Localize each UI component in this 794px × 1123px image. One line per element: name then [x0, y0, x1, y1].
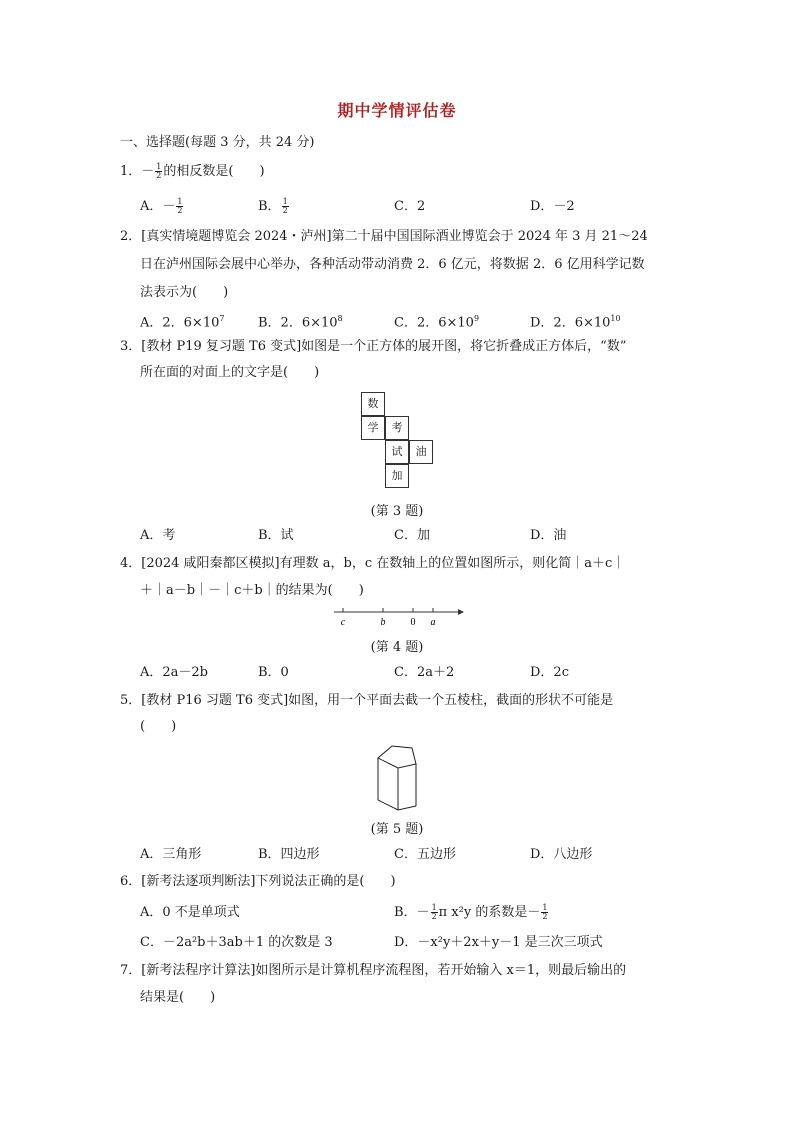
q6-option-b: B．－ $\frac{1}{2}$ π x²y 的系数是－ $\frac{1}{2}$ — [394, 903, 548, 921]
q2-option-b: B．2．$6\times 10^8$ — [258, 314, 343, 331]
figure-5-caption: (第 5 题) — [370, 822, 424, 837]
question-6-line-1: 6．[新考法逐项判断法]下列说法正确的是( ) — [120, 874, 396, 889]
q4-option-c: C．2a＋2 — [394, 665, 455, 680]
q4-option-a: A．2a－2b — [140, 665, 209, 680]
number-line-figure — [330, 604, 470, 628]
question-2-line-3: 法表示为( ) — [140, 285, 229, 300]
question-7-line-1: 7．[新考法程序计算法]如图所示是计算机程序流程图，若开始输入 x＝1，则最后输出的 — [120, 963, 627, 978]
q5-option-b: B．四边形 — [258, 847, 320, 862]
q5-option-c: C．五边形 — [394, 847, 456, 862]
question-3-line-2: 所在面的对面上的文字是( ) — [140, 365, 320, 380]
question-2-line-2: 日在泸州国际会展中心举办，各种活动带动消费 2．6 亿元，将数据 2．6 亿用科学记数 — [140, 257, 645, 272]
figure-4-caption: (第 4 题) — [370, 640, 424, 655]
q3-option-b: B．试 — [258, 528, 294, 543]
prism-bottom-edges — [378, 800, 416, 810]
axis-arrow — [458, 609, 464, 615]
q4-option-d: D．2c — [530, 665, 569, 680]
label-a: a — [430, 617, 436, 628]
question-1 — [120, 163, 265, 181]
question-3-line-1: 3．[教材 P19 复习题 T6 变式]如图是一个正方体的展开图，将它折叠成正方体后，“数” — [120, 339, 627, 354]
q1-option-d: D．－2 — [530, 199, 575, 214]
question-5-line-2: ( ) — [140, 719, 177, 734]
q1-fraction: $\frac{1}{2}$ — [156, 162, 162, 180]
cube-face-1: 数 — [361, 392, 385, 416]
q5-option-d: D．八边形 — [530, 847, 593, 862]
figure-3-caption: (第 3 题) — [370, 504, 424, 519]
q2-option-c: C．2．$6\times 10^9$ — [394, 314, 480, 331]
q2-option-a: A．2．$6\times 10^7$ — [140, 314, 225, 331]
q1-minus: － — [141, 164, 155, 179]
label-c: c — [340, 617, 346, 628]
cube-face-2: 学 — [361, 416, 385, 440]
q6-option-d: D．－x²y＋2x＋y－1 是三次三项式 — [394, 935, 603, 950]
q1-option-b: B． $\frac{1}{2}$ — [258, 197, 288, 215]
q3-option-d: D．油 — [530, 528, 567, 543]
q3-option-c: C．加 — [394, 528, 430, 543]
prism-top-face — [378, 746, 416, 768]
q3-option-a: A．考 — [140, 528, 176, 543]
section-heading: 一、选择题(每题 3 分，共 24 分) — [120, 135, 315, 150]
question-4-line-2: ＋｜a－b｜－｜c＋b｜的结果为( ) — [140, 583, 364, 598]
question-2-line-1: 2．[真实情境题博览会 2024・泸州]第二十届中国国际酒业博览会于 2024 年 3 月 21～24 — [120, 229, 648, 244]
q1-option-a: A．－ $\frac{1}{2}$ — [140, 197, 183, 215]
q6-option-c: C．－2a²b＋3ab＋1 的次数是 3 — [140, 935, 333, 950]
q1-text: 的相反数是( ) — [163, 164, 265, 179]
q6-option-a: A．0 不是单项式 — [140, 905, 240, 920]
pentagonal-prism-figure — [370, 742, 424, 814]
q1-option-c: C．2 — [394, 199, 426, 214]
question-7-line-2: 结果是( ) — [140, 990, 216, 1005]
label-b: b — [380, 617, 386, 628]
cube-face-5: 油 — [409, 440, 433, 464]
label-0: 0 — [410, 617, 416, 628]
cube-face-6: 加 — [385, 464, 409, 488]
cube-face-3: 考 — [385, 416, 409, 440]
q5-option-a: A．三角形 — [140, 847, 202, 862]
q4-option-b: B．0 — [258, 665, 289, 680]
q2-option-d: D．2．$6\times 10^{10}$ — [530, 314, 621, 331]
q1-number: 1． — [120, 164, 142, 179]
question-5-line-1: 5．[教材 P16 习题 T6 变式]如图，用一个平面去截一个五棱柱，截面的形状不可能是 — [120, 693, 614, 708]
question-4-line-1: 4．[2024 咸阳秦都区模拟]有理数 a，b，c 在数轴上的位置如图所示，则化简｜a＋c｜ — [120, 556, 626, 571]
cube-face-4: 试 — [385, 440, 409, 464]
page-title: 期中学情评估卷 — [337, 101, 457, 120]
